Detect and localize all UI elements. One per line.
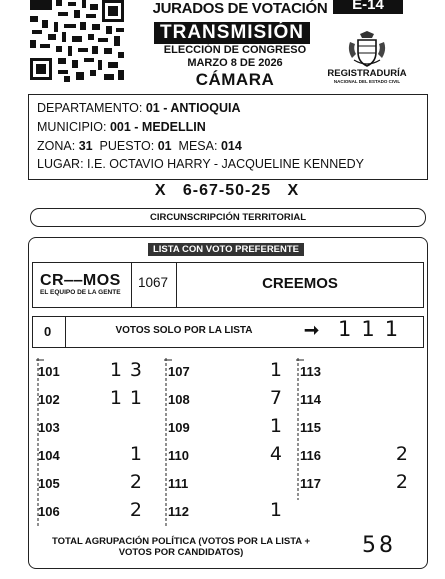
party-logo: CR‒‒MOS EL EQUIPO DE LA GENTE	[40, 272, 121, 296]
place-value: I.E. OCTAVIO HARRY - JACQUELINE KENNEDY	[87, 157, 364, 171]
candidate-votes: 1	[269, 415, 290, 437]
candidate-number: 111	[168, 476, 189, 491]
election-date: MARZO 8 DE 2026	[187, 57, 283, 69]
candidate-number: 109	[168, 420, 190, 435]
candidate-votes: 4	[269, 443, 290, 465]
zone-value: 31	[78, 139, 93, 153]
place-line: LUGAR: I.E. OCTAVIO HARRY - JACQUELINE KENNEDY	[37, 157, 364, 171]
candidate-votes: 2	[395, 471, 416, 493]
municipality-line: MUNICIPIO: 001 - MEDELLIN	[37, 120, 206, 134]
candidate-number: 116	[300, 448, 321, 463]
list-votes-value: 111	[338, 317, 409, 341]
candidate-number: 115	[300, 420, 321, 435]
candidate-number: 110	[168, 448, 189, 463]
party-code: 1067	[137, 275, 169, 290]
candidate-votes: 7	[269, 387, 290, 409]
department-value: 01 - ANTIOQUIA	[145, 101, 241, 115]
candidate-number: 108	[168, 392, 190, 407]
list-row-number: 0	[44, 324, 52, 339]
arrow-right-icon: ➞	[304, 320, 320, 340]
chamber-name: CÁMARA	[195, 70, 275, 89]
total-value: 58	[362, 533, 396, 558]
candidate-number: 103	[38, 420, 60, 435]
registry-name: REGISTRADURÍA	[327, 68, 407, 79]
candidate-number: 107	[168, 364, 190, 379]
candidate-votes: 2	[129, 499, 150, 521]
circunscripcion-label: CIRCUNSCRIPCIÓN TERRITORIAL	[30, 208, 426, 227]
lista-preferente-label: LISTA CON VOTO PREFERENTE	[148, 243, 304, 256]
registry-subtitle: NACIONAL DEL ESTADO CIVIL	[333, 79, 401, 84]
transmision-banner: TRANSMISIÓN	[154, 22, 310, 44]
candidate-number: 114	[300, 392, 321, 407]
candidate-votes: 2	[395, 443, 416, 465]
candidate-number: 112	[168, 504, 189, 519]
municipality-value: 001 - MEDELLIN	[109, 120, 206, 134]
puesto-value: 01	[157, 139, 172, 153]
total-label: TOTAL AGRUPACIÓN POLÍTICA (VOTOS POR LA LISTA + VOTOS POR CANDIDATOS)	[51, 536, 310, 558]
candidate-votes: 1	[129, 443, 150, 465]
candidate-number: 105	[38, 476, 60, 491]
control-code: X 6-67-50-25 X	[154, 182, 300, 199]
candidate-number: 106	[38, 504, 60, 519]
zone-line: ZONA: 31 PUESTO: 01 MESA: 014	[37, 139, 242, 153]
form-code-badge: E-14	[333, 0, 403, 14]
candidate-votes: 11	[109, 387, 150, 409]
mesa-value: 014	[220, 139, 242, 153]
candidate-number: 104	[38, 448, 60, 463]
candidate-votes: 2	[129, 471, 150, 493]
party-name: CREEMOS	[262, 275, 338, 292]
candidate-number: 113	[300, 364, 321, 379]
election-name: ELECCIÓN DE CONGRESO	[163, 44, 307, 56]
department-line: DEPARTAMENTO: 01 - ANTIOQUIA	[37, 101, 241, 115]
candidate-number: 102	[38, 392, 60, 407]
candidate-number: 101	[38, 364, 60, 379]
candidate-votes: 13	[109, 359, 150, 381]
candidate-number: 117	[300, 476, 321, 491]
candidate-votes: 1	[269, 359, 290, 381]
candidate-votes: 1	[269, 499, 290, 521]
form-title: JURADOS DE VOTACIÓN	[152, 0, 328, 17]
list-row-label: VOTOS SOLO POR LA LISTA	[115, 325, 253, 336]
